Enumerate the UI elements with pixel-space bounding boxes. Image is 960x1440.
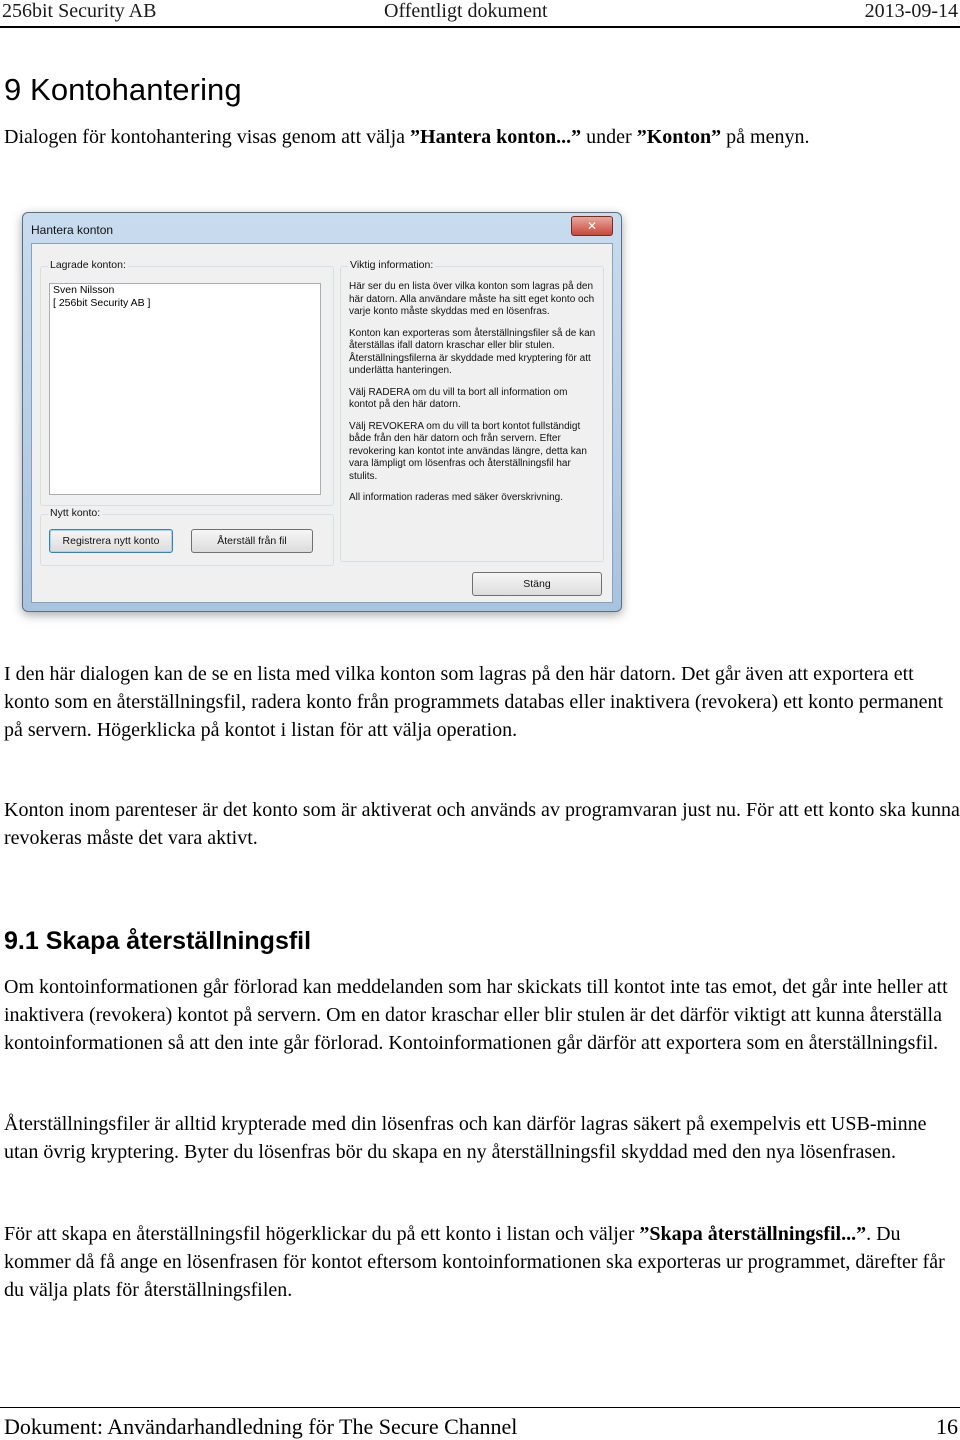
footer-rule [0, 1407, 960, 1408]
info-paragraph: Välj RADERA om du vill ta bort all information om kontot på den här datorn. [349, 386, 568, 410]
page-header [0, 0, 960, 24]
body-paragraph-2: Konton inom parenteser är det konto som är aktiverat och används av programvaran just nu. För att ett konto ska kunna revokeras måste det vara aktivt. [4, 799, 960, 849]
account-item[interactable]: Sven Nilsson [53, 284, 115, 296]
account-item[interactable]: [ 256bit Security AB ] [53, 297, 151, 309]
page-number: 16 [936, 1414, 958, 1439]
dialog-body [31, 243, 613, 603]
header-rule [0, 26, 960, 28]
header-date: 2013-09-14 [864, 0, 958, 22]
info-paragraph: Här ser du en lista över vilka konton som lagras på den här datorn. Alla användare måste ha sitt eget konto och varje konto måste skyddas med en lösenfras. [349, 281, 595, 317]
info-paragraph: All information raderas med säker överskrivning. [349, 492, 563, 503]
dialog-title: Hantera konton [31, 223, 114, 237]
restore-from-file-button[interactable]: Återställ från fil [191, 529, 313, 553]
important-info-label: Viktig information: [350, 259, 434, 271]
saved-accounts-label: Lagrade konton: [50, 259, 126, 271]
register-account-button[interactable]: Registrera nytt konto [49, 529, 173, 553]
section-title: 9 Kontohantering [4, 72, 242, 107]
close-icon[interactable]: ✕ [571, 216, 613, 236]
body-paragraph-3: Om kontoinformationen går förlorad kan meddelanden som har skickats till kontot inte tas emot, det går inte heller att inaktivera (revokera) kontot på servern. Om en dator kraschar eller blir stulen är det därför viktigt att kunna återställa kontoinformationen så att den inte går förlorad. Kontoinformationen går därför att exportera som en återställningsfil. [4, 976, 948, 1054]
new-account-group [40, 507, 334, 566]
info-text [349, 281, 597, 514]
new-account-label: Nytt konto: [50, 507, 101, 519]
accounts-listbox[interactable] [49, 283, 321, 495]
info-paragraph: Konton kan exporteras som återställningsfiler så de kan återställas ifall datorn kraschar eller blir stulen. Återställningsfilerna är skyddade med kryptering för att underlätta hanteringen. [349, 327, 596, 376]
intro-paragraph: Dialogen för kontohantering visas genom att välja ”Hantera konton...” under ”Konton” på menyn. [4, 126, 810, 148]
footer-document: Dokument: Användarhandledning för The Secure Channel [4, 1414, 518, 1439]
header-classification: Offentligt dokument [384, 0, 548, 22]
info-paragraph: Välj REVOKERA om du vill ta bort kontot fullständigt både från den här datorn och från servern. Efter revokering kan kontot inte användas längre, detta kan vara lämpligt om lösenfras och återställningsfil har stulits. [349, 420, 587, 482]
body-paragraph-1: I den här dialogen kan de se en lista med vilka konton som lagras på den här datorn. Det går även att exportera ett konto som en återställningsfil, radera konto från programmets databas eller inaktivera (revokera) ett konto permanent på servern. Högerklicka på kontot i listan för att välja operation. [4, 663, 944, 741]
subsection-title: 9.1 Skapa återställningsfil [4, 927, 312, 955]
header-company: 256bit Security AB [2, 0, 157, 22]
important-info-group [340, 259, 604, 562]
body-paragraph-5: För att skapa en återställningsfil högerklickar du på ett konto i listan och väljer ”Skapa återställningsfil...”. Du kommer då få ange en lösenfrasen för kontot eftersom kontoinformationen ska exporteras ur programmet, därefter får du välja plats för återställningsfilen. [4, 1223, 945, 1301]
body-paragraph-4: Återställningsfiler är alltid krypterade med din lösenfras och kan därför lagras säkert på exempelvis ett USB-minne utan övrig kryptering. Byter du lösenfras bör du skapa en ny återställningsfil skyddad med den nya lösenfrasen. [4, 1113, 927, 1163]
saved-accounts-group [40, 259, 334, 506]
manage-accounts-dialog [22, 212, 622, 612]
close-button[interactable]: Stäng [472, 572, 602, 596]
